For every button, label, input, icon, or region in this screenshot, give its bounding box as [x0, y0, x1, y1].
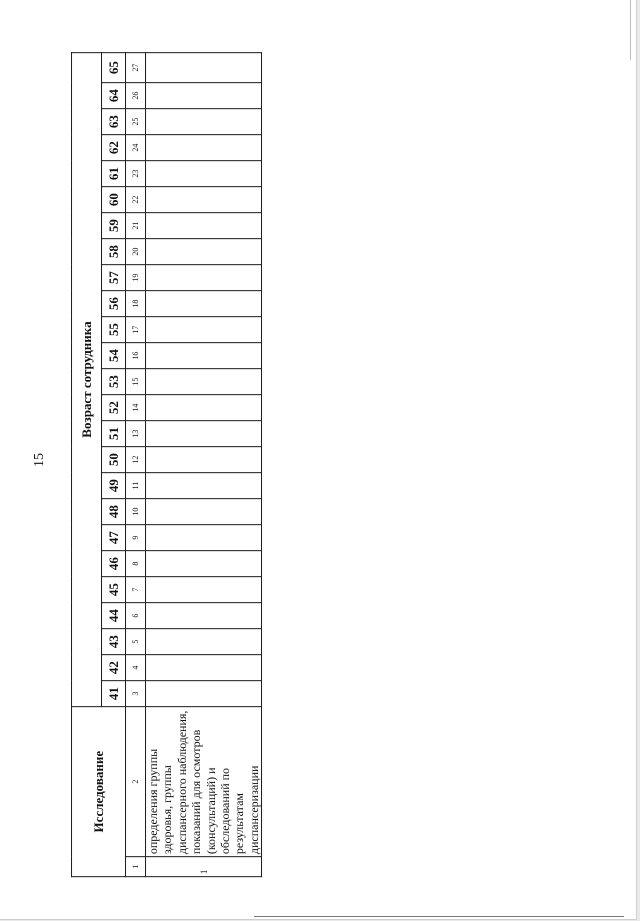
header-row-main	[72, 52, 102, 876]
empty-data-cell	[146, 213, 262, 239]
header-research: Исследование	[72, 707, 126, 877]
empty-data-cell	[146, 317, 262, 343]
column-number-cell: 26	[126, 83, 146, 109]
age-header-cell: 55	[102, 317, 126, 343]
column-number-cell: 1	[126, 857, 146, 877]
age-header-cell: 58	[102, 239, 126, 265]
column-number-cell: 9	[126, 525, 146, 551]
column-number-cell: 25	[126, 109, 146, 135]
column-number-cell: 2	[126, 707, 146, 857]
column-number-cell: 16	[126, 343, 146, 369]
column-number-cell: 21	[126, 213, 146, 239]
empty-data-cell	[146, 447, 262, 473]
age-header-cell: 61	[102, 161, 126, 187]
empty-data-cell	[146, 161, 262, 187]
header-employee-age: Возраст сотрудника	[72, 52, 102, 706]
column-number-cell: 12	[126, 447, 146, 473]
age-header-cell: 46	[102, 551, 126, 577]
age-header-cell: 50	[102, 447, 126, 473]
column-number-cell: 23	[126, 161, 146, 187]
age-header-cell: 44	[102, 603, 126, 629]
empty-data-cell	[146, 551, 262, 577]
empty-data-cell	[146, 525, 262, 551]
age-header-cell: 51	[102, 421, 126, 447]
column-number-cell: 4	[126, 655, 146, 681]
column-number-cell: 14	[126, 395, 146, 421]
age-header-cell: 49	[102, 473, 126, 499]
column-number-cell: 13	[126, 421, 146, 447]
column-number-cell: 3	[126, 681, 146, 707]
empty-data-cell	[146, 603, 262, 629]
age-header-cell: 54	[102, 343, 126, 369]
empty-data-cell	[146, 109, 262, 135]
column-number-cell: 15	[126, 369, 146, 395]
age-header-cell: 45	[102, 577, 126, 603]
column-number-cell: 6	[126, 603, 146, 629]
empty-data-cell	[146, 239, 262, 265]
column-number-cell: 19	[126, 265, 146, 291]
column-number-cell: 8	[126, 551, 146, 577]
column-number-cell: 5	[126, 629, 146, 655]
empty-data-cell	[146, 135, 262, 161]
scan-edge-line	[254, 916, 624, 917]
empty-data-cell	[146, 291, 262, 317]
age-header-cell: 53	[102, 369, 126, 395]
age-header-cell: 64	[102, 83, 126, 109]
age-header-cell: 65	[102, 52, 126, 82]
empty-data-cell	[146, 577, 262, 603]
age-header-cell: 48	[102, 499, 126, 525]
examination-age-table	[71, 52, 262, 877]
table-row	[146, 52, 262, 876]
empty-data-cell	[146, 499, 262, 525]
empty-data-cell	[146, 655, 262, 681]
column-number-cell: 11	[126, 473, 146, 499]
empty-data-cell	[146, 473, 262, 499]
empty-data-cell	[146, 369, 262, 395]
column-number-cell: 24	[126, 135, 146, 161]
rotated-table-wrapper	[62, 61, 261, 875]
empty-data-cell	[146, 187, 262, 213]
header-row-column-numbers	[126, 52, 146, 876]
empty-data-cell	[146, 681, 262, 707]
page-number: 15	[32, 453, 47, 467]
age-header-cell: 47	[102, 525, 126, 551]
age-header-cell: 59	[102, 213, 126, 239]
age-header-cell: 63	[102, 109, 126, 135]
row-number: 1	[146, 857, 262, 877]
empty-data-cell	[146, 421, 262, 447]
age-header-cell: 43	[102, 629, 126, 655]
empty-data-cell	[146, 395, 262, 421]
column-number-cell: 20	[126, 239, 146, 265]
empty-data-cell	[146, 52, 262, 82]
age-header-cell: 42	[102, 655, 126, 681]
empty-data-cell	[146, 629, 262, 655]
age-header-cell: 57	[102, 265, 126, 291]
age-header-cell: 41	[102, 681, 126, 707]
column-number-cell: 17	[126, 317, 146, 343]
age-header-cell: 52	[102, 395, 126, 421]
row-description: определения группы здоровья, группы диспансерного наблюдения, показаний для осмотров (консультаций) и обследований по результатам диспансеризации	[146, 707, 262, 857]
column-number-cell: 22	[126, 187, 146, 213]
empty-data-cell	[146, 343, 262, 369]
empty-data-cell	[146, 265, 262, 291]
scan-edge-line-right	[630, 0, 631, 60]
age-header-cell: 62	[102, 135, 126, 161]
column-number-cell: 7	[126, 577, 146, 603]
column-number-cell: 10	[126, 499, 146, 525]
age-header-cell: 60	[102, 187, 126, 213]
column-number-cell: 18	[126, 291, 146, 317]
age-header-cell: 56	[102, 291, 126, 317]
empty-data-cell	[146, 83, 262, 109]
column-number-cell: 27	[126, 52, 146, 82]
